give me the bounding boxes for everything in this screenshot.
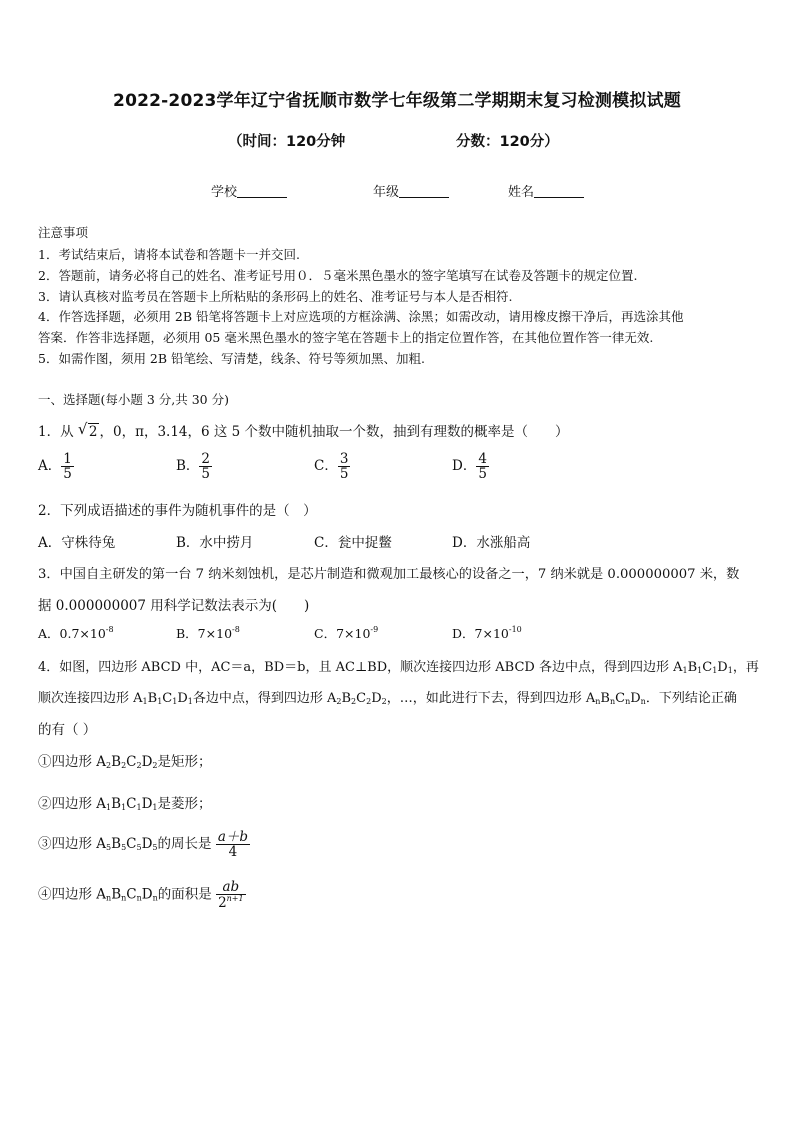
question-2: 2．下列成语描述的事件为随机事件的是（ ） <box>38 503 317 519</box>
note-item: 2．答题前，请务必将自己的姓名、准考证号用０．５毫米黑色墨水的签字笔填写在试卷及答题卡的规定位置. <box>38 268 638 283</box>
question-3-line1: 3．中国自主研发的第一台 7 纳米刻蚀机，是芯片制造和微观加工最核心的设备之一，7 纳米就是 0.000000007 米，数 <box>38 567 740 582</box>
q4-statement-3[interactable]: ③四边形 $A_5B_5C_5D_5$的周长是 $\frac{a+b}{4}$ <box>38 829 249 861</box>
q2-option-a[interactable]: A．守株待兔 <box>38 535 116 551</box>
school-blank[interactable] <box>237 184 287 198</box>
exam-score: 分数：120分） <box>456 134 559 150</box>
q2-option-d[interactable]: D．水涨船高 <box>452 535 531 551</box>
sqrt-symbol: √ 2 <box>77 420 98 440</box>
note-item: 4．作答选择题，必须用 2B 铅笔将答题卡上对应选项的方框涂满、涂黑；如需改动，请用橡皮擦干净后，再选涂其他 <box>38 309 684 324</box>
note-item: 5．如需作图，须用 2B 铅笔绘、写清楚，线条、符号等须加黑、加粗. <box>38 351 426 366</box>
q1-rest: ，0，π，3.14，6 这 5 个数中随机抽取一个数，抽到有理数的概率是（ ） <box>99 424 569 440</box>
q3-option-d[interactable]: D．$7\times 10^{-10}$ <box>452 625 522 641</box>
q1-radicand: 2 <box>88 424 98 440</box>
q1-option-a[interactable]: A． $\frac{1}{5}$ <box>38 451 72 483</box>
name-field <box>508 181 584 200</box>
name-label: 姓名 <box>508 185 535 200</box>
q2-option-b[interactable]: B．水中捞月 <box>176 535 254 551</box>
question-3-line2: 据 0.000000007 用科学记数法表示为( ) <box>38 598 310 614</box>
q4-statement-1[interactable]: ①四边形 $A_2B_2C_2D_2$是矩形； <box>38 754 212 770</box>
note-item: 1．考试结束后，请将本试卷和答题卡一并交回. <box>38 247 300 262</box>
grade-label: 年级 <box>373 185 400 200</box>
grade-field <box>373 181 449 200</box>
notes-heading: 注意事项 <box>38 225 89 240</box>
q4-statement-4[interactable]: ④四边形 $A_nB_nC_nD_n$的面积是 $\frac{ab}{2^{n+1}}$ <box>38 879 244 912</box>
grade-blank[interactable] <box>399 184 449 198</box>
q1-option-d[interactable]: D． $\frac{4}{5}$ <box>452 451 487 483</box>
question-4-line2: 顺次连接四边形 $A_1B_1C_1D_1$各边中点，得到四边形 $A_2B_2C_2D_2$，…，如此进行下去，得到四边形 $A_nB_nC_nD_n$．下列结论正确 <box>38 691 737 706</box>
q1-option-b[interactable]: B． $\frac{2}{5}$ <box>176 451 211 483</box>
school-field <box>211 181 287 200</box>
question-4-line1: 4．如图，四边形 ABCD 中，AC＝a，BD＝b，且 AC⊥BD，顺次连接四边形 ABCD 各边中点，得到四边形 $A_1B_1C_1D_1$，再 <box>38 660 759 675</box>
exam-time: （时间：120分钟 <box>228 134 346 150</box>
note-item: 答案．作答非选择题，必须用 05 毫米黑色墨水的签字笔在答题卡上的指定位置作答，在其他位置作答一律无效. <box>38 330 654 345</box>
question-4-line3: 的有（ ） <box>38 722 97 738</box>
q1-option-c[interactable]: C． $\frac{3}{5}$ <box>314 451 349 483</box>
name-blank[interactable] <box>534 184 584 198</box>
q2-option-c[interactable]: C．瓮中捉鳖 <box>314 535 392 551</box>
exam-title: 2022-2023学年辽宁省抚顺市数学七年级第二学期期末复习检测模拟试题 <box>113 91 681 111</box>
question-1 <box>38 420 569 440</box>
q3-option-a[interactable]: A．$0.7\times 10^{-8}$ <box>38 625 114 641</box>
q4-statement-2[interactable]: ②四边形 $A_1B_1C_1D_1$是菱形； <box>38 796 212 812</box>
q3-option-c[interactable]: C．$7\times 10^{-9}$ <box>314 625 379 641</box>
section-heading: 一、选择题(每小题 3 分,共 30 分) <box>38 392 229 407</box>
school-label: 学校 <box>211 185 238 200</box>
q3-option-b[interactable]: B．$7\times 10^{-8}$ <box>176 625 240 641</box>
note-item: 3．请认真核对监考员在答题卡上所粘贴的条形码上的姓名、准考证号与本人是否相符. <box>38 289 513 304</box>
q1-prefix: 1．从 <box>38 424 74 440</box>
